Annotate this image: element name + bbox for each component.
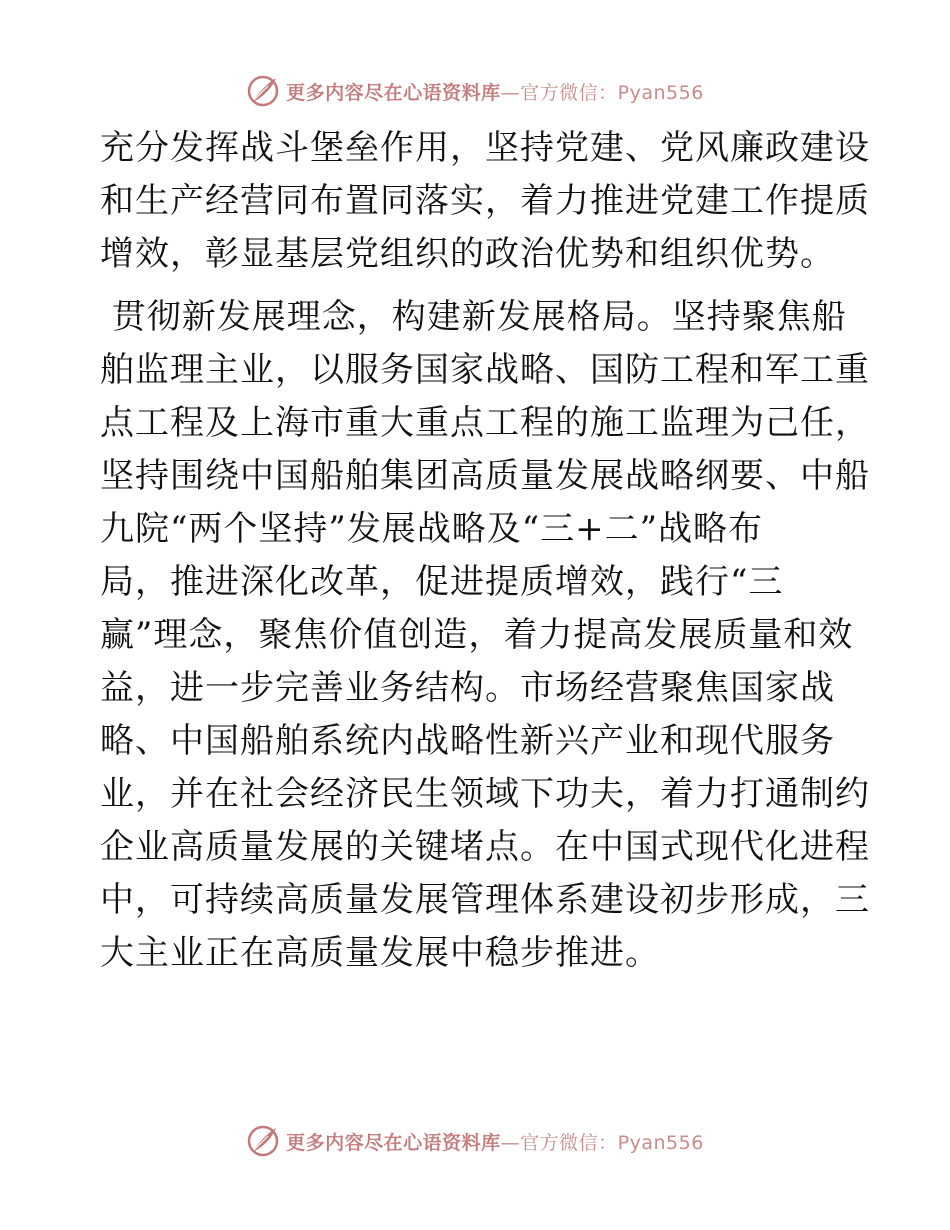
- paragraph-gap: [100, 281, 860, 291]
- paragraph: [100, 122, 870, 281]
- watermark-dash: —: [500, 1131, 521, 1154]
- watermark-text: [286, 1128, 704, 1155]
- header-watermark: [0, 74, 950, 108]
- text-line: 业，并在社会经济民生领域下功夫，着力打通制约: [100, 774, 870, 814]
- text-line: 增效，彰显基层党组织的政治优势和组织优势。: [100, 234, 835, 274]
- text-line: 企业高质量发展的关键堵点。在中国式现代化进程: [100, 827, 870, 867]
- feather-pen-logo-icon: [246, 1124, 280, 1158]
- watermark-text: [286, 78, 704, 105]
- watermark-contact: 官方微信：Pyan556: [520, 81, 704, 104]
- text-line: 益，进一步完善业务结构。市场经营聚焦国家战: [100, 668, 835, 708]
- footer-watermark: [0, 1124, 950, 1158]
- text-line: 充分发挥战斗堡垒作用，坚持党建、党风廉政建设: [100, 128, 870, 168]
- text-line: 赢”理念，聚焦价值创造，着力提高发展质量和效: [100, 615, 854, 655]
- text-line: 局，推进深化改革，促进提质增效，践行“三: [100, 562, 784, 602]
- text-line: 略、中国船舶系统内战略性新兴产业和现代服务: [100, 721, 835, 761]
- watermark-brand: 更多内容尽在心语资料库: [286, 1131, 501, 1154]
- text-line: 贯彻新发展理念，构建新发展格局。坚持聚焦船: [100, 297, 847, 337]
- watermark-brand: 更多内容尽在心语资料库: [286, 81, 501, 104]
- watermark-contact: 官方微信：Pyan556: [520, 1131, 704, 1154]
- text-line: 九院“两个坚持”发展战略及“三+二”战略布: [100, 509, 764, 549]
- text-line: 坚持围绕中国船舶集团高质量发展战略纲要、中船: [100, 456, 870, 496]
- watermark-dash: —: [500, 81, 521, 104]
- paragraph: [100, 291, 870, 980]
- text-line: 大主业正在高质量发展中稳步推进。: [100, 933, 660, 973]
- text-line: 舶监理主业，以服务国家战略、国防工程和军工重: [100, 350, 870, 390]
- document-body: [100, 122, 870, 980]
- text-line: 和生产经营同布置同落实，着力推进党建工作提质: [100, 181, 870, 221]
- feather-pen-logo-icon: [246, 74, 280, 108]
- text-line: 中，可持续高质量发展管理体系建设初步形成，三: [100, 880, 870, 920]
- text-line: 点工程及上海市重大重点工程的施工监理为己任，: [100, 403, 870, 443]
